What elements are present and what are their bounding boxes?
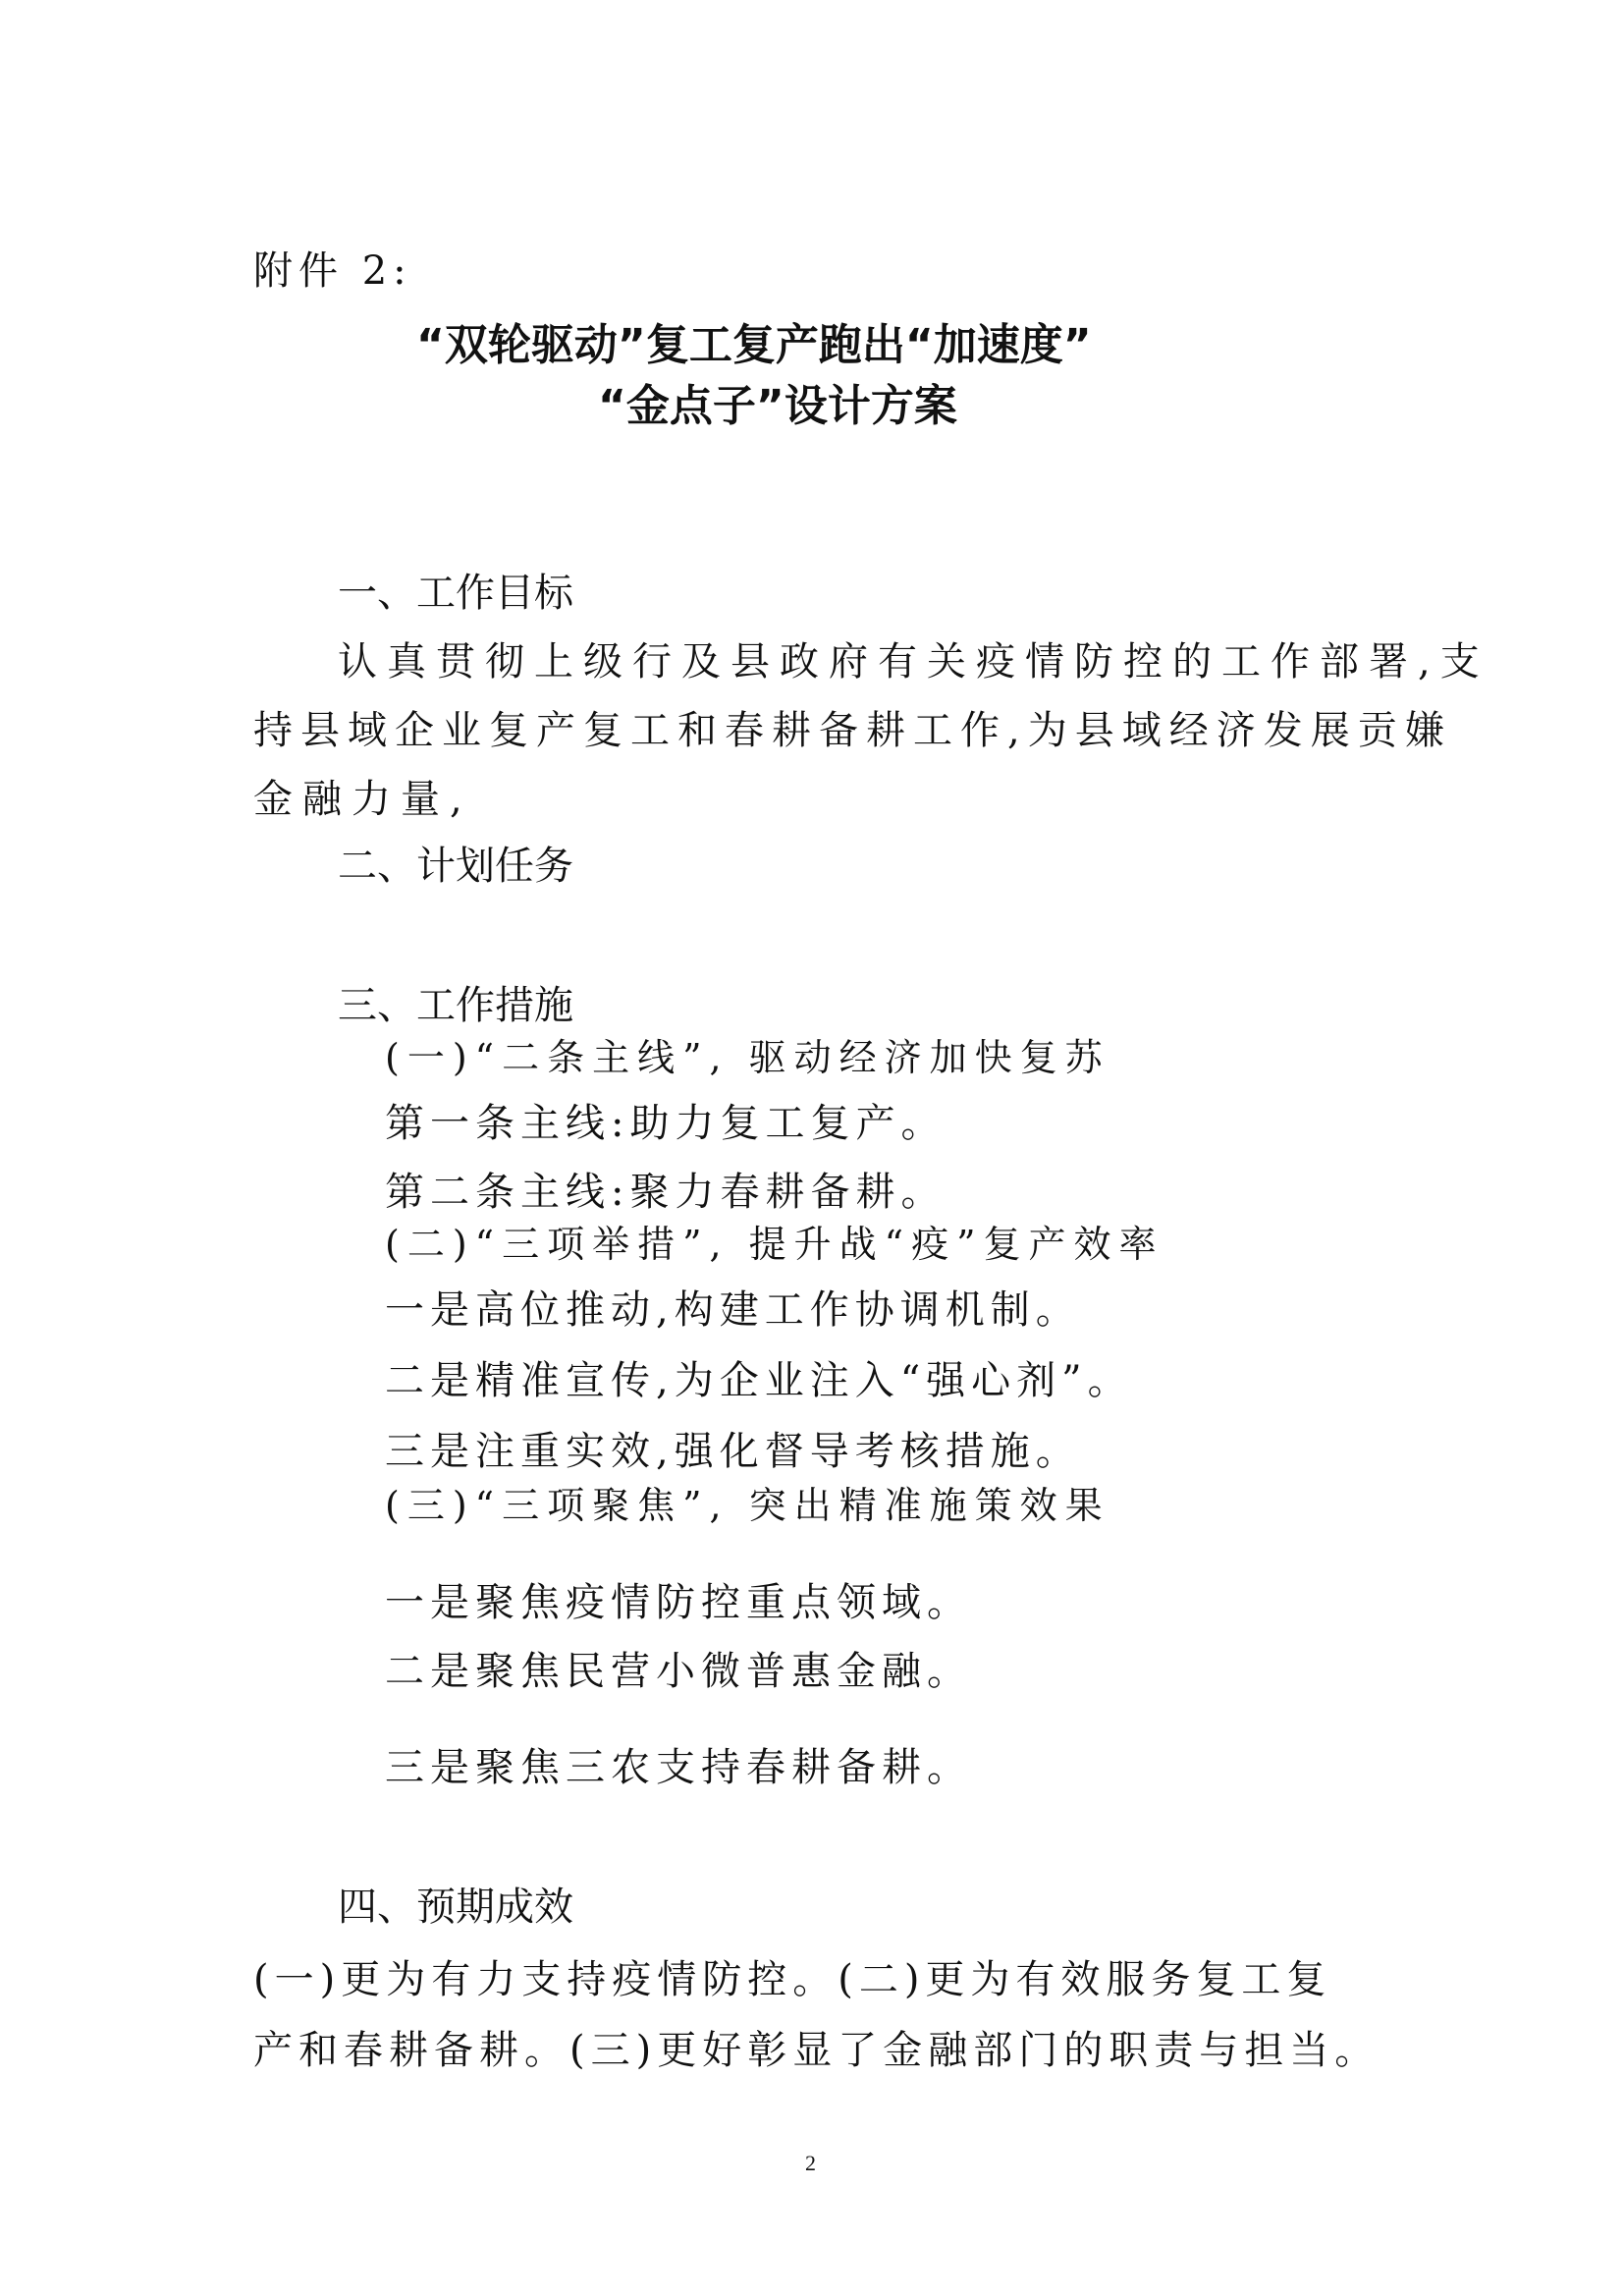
section3-item-3-1: 一是聚焦疫情防控重点领域。 [385,1580,972,1625]
section3-item-3-2: 二是聚焦民营小微普惠金融。 [385,1649,972,1694]
section4-heading: 四、预期成效 [338,1885,573,1930]
section3-subheading-2: (二)“三项举措”, 提升战“疫”复产效率 [385,1223,1164,1266]
section3-item-1-2: 第二条主线:聚力春耕备耕。 [385,1170,947,1215]
section3-subheading-1: (一)“二条主线”, 驱动经济加快复苏 [385,1036,1110,1079]
section3-item-2-3: 三是注重实效,强化督导考核措施。 [385,1429,1081,1474]
section1-paragraph-line1: 认真贯彻上级行及县政府有关疫情防控的工作部署,支 [338,639,1489,684]
attachment-label: 附件 2: [253,248,412,294]
section4-paragraph-line2: 产和春耕备耕。(三)更好彰显了金融部门的职责与担当。 [253,2028,1380,2073]
page-number: 2 [805,2151,816,2175]
section3-item-1-1: 第一条主线:助力复工复产。 [385,1101,947,1146]
section3-subheading-3: (三)“三项聚焦”, 突出精准施策效果 [385,1484,1110,1527]
document-title-line1: “双轮驱动”复工复产跑出“加速度” [416,320,1092,370]
section1-paragraph-line2: 持县域企业复产复工和春耕备耕工作,为县域经济发展贡嫌 [253,708,1452,753]
section4-paragraph-line1: (一)更为有力支持疫情防控。(二)更为有效服务复工复 [253,1957,1332,2002]
document-title-line2: “金点子”设计方案 [598,381,957,431]
section3-item-2-2: 二是精准宣传,为企业注入“强心剂”。 [385,1358,1133,1403]
section3-item-3-3: 三是聚焦三农支持春耕备耕。 [385,1745,972,1790]
section1-heading: 一、工作目标 [338,571,573,616]
section1-paragraph-line3: 金融力量, [253,777,472,822]
section2-heading: 二、计划任务 [338,844,573,889]
section3-heading: 三、工作措施 [338,983,573,1028]
section3-item-2-1: 一是高位推动,构建工作协调机制。 [385,1287,1081,1333]
